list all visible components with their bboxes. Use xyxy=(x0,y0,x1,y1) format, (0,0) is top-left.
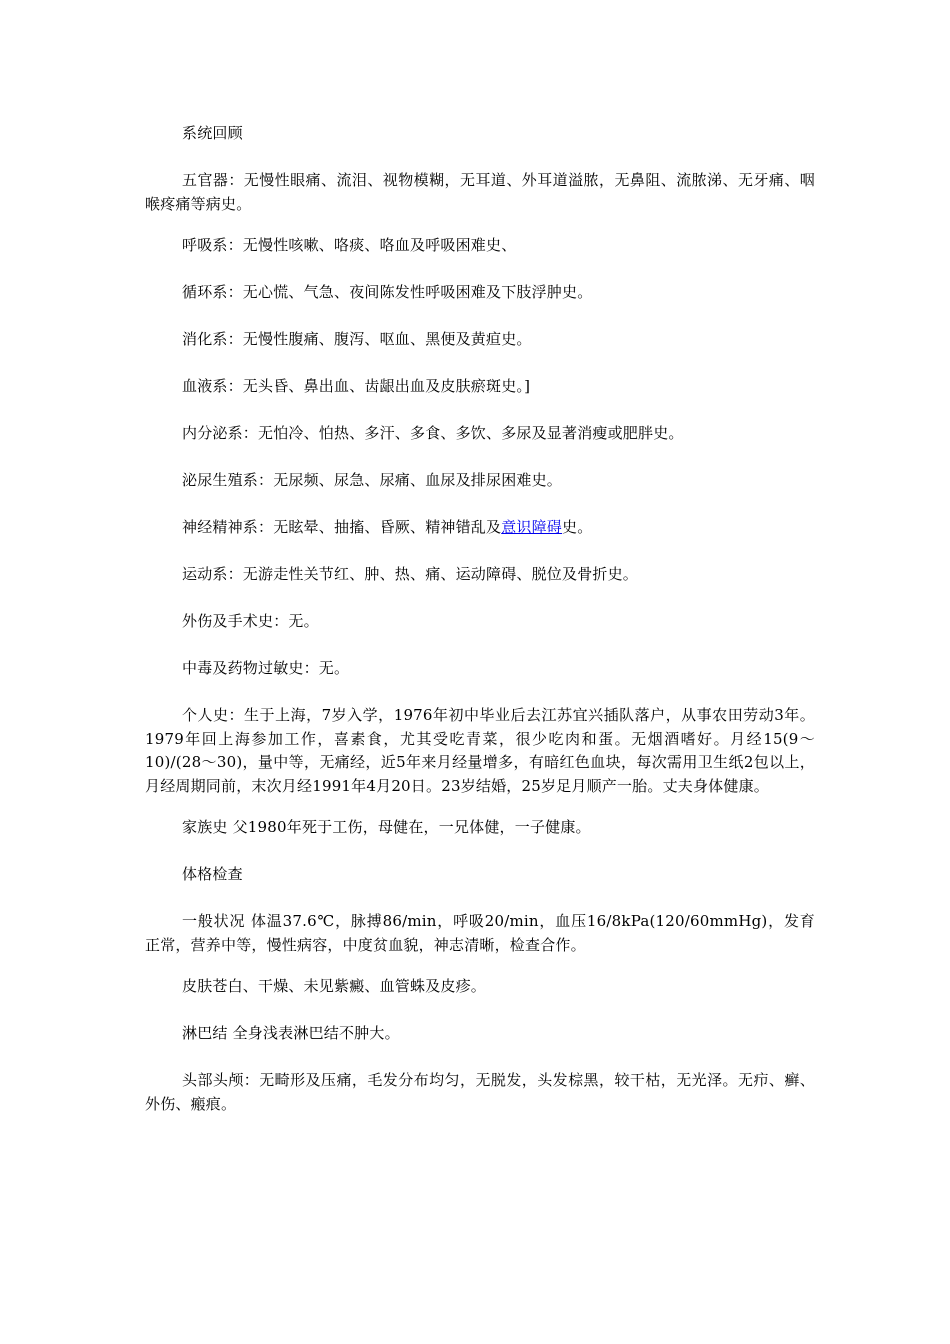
paragraph-respiratory: 呼吸系：无慢性咳嗽、咯痰、咯血及呼吸困难史、 xyxy=(182,236,517,254)
paragraph-locomotor: 运动系：无游走性关节红、肿、热、痛、运动障碍、脱位及骨折史。 xyxy=(182,565,639,583)
paragraph-circulatory: 循环系：无心慌、气急、夜间陈发性呼吸困难及下肢浮肿史。 xyxy=(182,283,593,301)
paragraph-digestive: 消化系：无慢性腹痛、腹泻、呕血、黑便及黄疸史。 xyxy=(182,330,532,348)
paragraph-blood: 血液系：无头昏、鼻出血、齿龈出血及皮肤瘀斑史。] xyxy=(182,377,531,395)
paragraph-ent: 五官器：无慢性眼痛、流泪、视物模糊，无耳道、外耳道溢脓，无鼻阻、流脓涕、无牙痛、咽喉疼痛等病史。 xyxy=(145,171,815,213)
paragraph-skin: 皮肤苍白、干燥、未见紫癜、血管蛛及皮疹。 xyxy=(182,977,487,995)
section-heading-system-review: 系统回顾 xyxy=(182,124,243,142)
document-body xyxy=(145,122,815,1134)
paragraph-neuro xyxy=(145,516,815,540)
paragraph-trauma-surgery: 外伤及手术史：无。 xyxy=(182,612,319,630)
paragraph-general-status: 一般状况 体温37.6℃，脉搏86/min，呼吸20/min，血压16/8kPa(120/60mmHg)，发育正常，营养中等，慢性病容，中度贫血貌，神志清晰，检查合作。 xyxy=(145,912,815,954)
paragraph-lymph-nodes: 淋巴结 全身浅表淋巴结不肿大。 xyxy=(182,1024,400,1042)
paragraph-poison-allergy: 中毒及药物过敏史：无。 xyxy=(182,659,350,677)
paragraph-neuro-after: 史。 xyxy=(562,518,593,536)
paragraph-personal-history: 个人史：生于上海，7岁入学，1976年初中毕业后去江苏宜兴插队落户，从事农田劳动3年。1979年回上海参加工作，喜素食，尤其受吃青菜，很少吃肉和蛋。无烟酒嗜好。月经15(9～10)/(28～30)，量中等，无痛经，近5年来月经量增多，有暗红色血块，每次需用卫生纸2包以上，月经周期同前，末次月经1991年4月20日。23岁结婚，25岁足月顺产一胎。丈夫身体健康。 xyxy=(145,706,815,795)
consciousness-disorder-link[interactable]: 意识障碍 xyxy=(501,518,563,536)
paragraph-endocrine: 内分泌系：无怕冷、怕热、多汗、多食、多饮、多尿及显著消瘦或肥胖史。 xyxy=(182,424,684,442)
paragraph-head: 头部头颅：无畸形及压痛，毛发分布均匀，无脱发，头发棕黑，较干枯，无光泽。无疖、癣、外伤、瘢痕。 xyxy=(145,1071,815,1113)
section-heading-physical-exam: 体格检查 xyxy=(182,865,243,883)
paragraph-family-history: 家族史 父1980年死于工伤，母健在，一兄体健，一子健康。 xyxy=(182,818,591,836)
paragraph-urogenital: 泌尿生殖系：无尿频、尿急、尿痛、血尿及排尿困难史。 xyxy=(182,471,563,489)
paragraph-neuro-before: 神经精神系：无眩晕、抽搐、昏厥、精神错乱及 xyxy=(182,518,502,536)
